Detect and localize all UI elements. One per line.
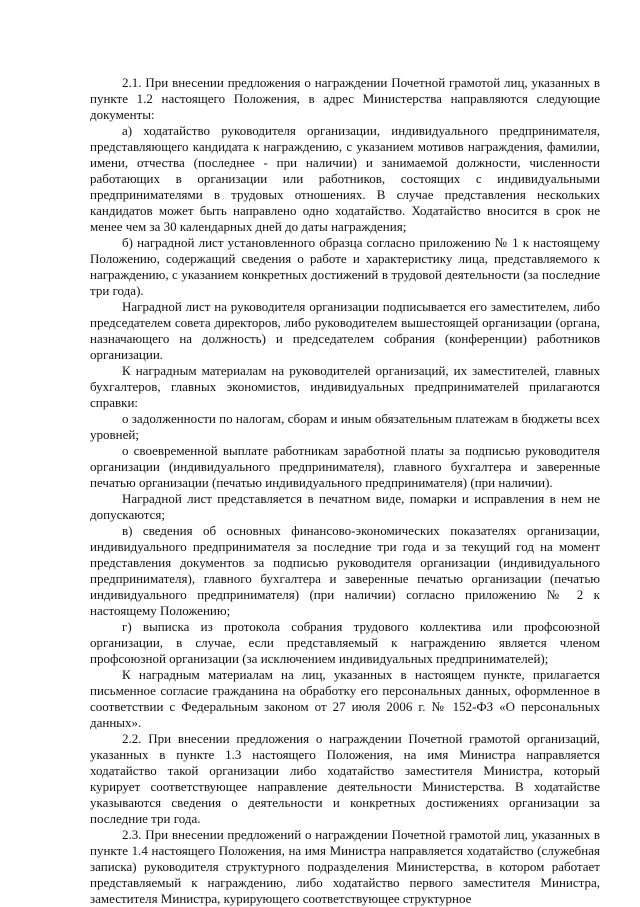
paragraph-certificates-intro: К наградным материалам на руководителей организаций, их заместителей, главных бухгалтеров, главных экономистов, индивидуальных предпринимателей прилагаются справки: <box>90 363 600 410</box>
paragraph-salary-payment: о своевременной выплате работникам заработной платы за подписью руководителя организации (индивидуального предпринимателя), главного бухгалтера и заверенные печатью организации (печатью индивидуального предпринимателя) (при наличии). <box>90 443 600 490</box>
paragraph-2-1-b: б) наградной лист установленного образца согласно приложению № 1 к настоящему Положению, содержащий сведения о работе и характеристику лица, представляемого к награждению, с указанием конкретных достижений в трудовой деятельности (за последние три года). <box>90 235 600 298</box>
paragraph-tax-debt: о задолженности по налогам, сборам и иным обязательным платежам в бюджеты всех уровней; <box>90 411 600 442</box>
paragraph-2-1-g: г) выписка из протокола собрания трудового коллектива или профсоюзной организации, в случае, если представляемый к награждению является членом профсоюзной организации (за исключением индивидуальных предпринимателей); <box>90 619 600 666</box>
paragraph-award-sheet-signing: Наградной лист на руководителя организации подписывается его заместителем, либо председателем совета директоров, либо руководителем вышестоящей организации (органа, назначающего на должность) и председателем собрания (конференции) работников организации. <box>90 299 600 362</box>
paragraph-2-1-v: в) сведения об основных финансово-экономических показателях организации, индивидуального предпринимателя за последние три года и за текущий год на момент представления документов за подписью руководителя организации (индивидуального предпринимателя), главного бухгалтера и заверенные печатью организации (печатью индивидуального предпринимателя) (при наличии) согласно приложению № 2 к настоящему Положению; <box>90 523 600 618</box>
paragraph-award-sheet-print: Наградной лист представляется в печатном виде, помарки и исправления в нем не допускаются; <box>90 491 600 522</box>
paragraph-2-2: 2.2. При внесении предложения о награждении Почетной грамотой организаций, указанных в пункте 1.3 настоящего Положения, на имя Министра направляется ходатайство такой организации либо ходатайство заместителя Министра, который курирует соответствующее направление деятельности Министерства. В ходатайстве указываются сведения о деятельности и конкретных достижениях организации за последние три года. <box>90 731 600 826</box>
paragraph-2-1: 2.1. При внесении предложения о награждении Почетной грамотой лиц, указанных в пункте 1.2 настоящего Положения, в адрес Министерства направляются следующие документы: <box>90 75 600 122</box>
paragraph-2-3: 2.3. При внесении предложений о награждении Почетной грамотой лиц, указанных в пункте 1.4 настоящего Положения, на имя Министра направляется ходатайство (служебная записка) руководителя структурного подразделения Министерства, в котором работает представляемый к награждению, либо ходатайство первого заместителя Министра, заместителя Министра, курирующего соответствующее структурное <box>90 827 600 906</box>
paragraph-2-1-a: а) ходатайство руководителя организации, индивидуального предпринимателя, представляющего кандидата к награждению, с указанием мотивов награждения, фамилии, имени, отчества (последнее - при наличии) и занимаемой должности, численности работающих в организации или работников, состоящих с индивидуальными предпринимателями в трудовых отношениях. В случае представления нескольких кандидатов может быть направлено одно ходатайство. Ходатайство вносится в срок не менее чем за 30 календарных дней до даты награждения; <box>90 123 600 234</box>
paragraph-personal-data-consent: К наградным материалам на лиц, указанных в настоящем пункте, прилагается письменное согласие гражданина на обработку его персональных данных, оформленное в соответствии с Федеральным законом от 27 июля 2006 г. № 152-ФЗ «О персональных данных». <box>90 667 600 730</box>
